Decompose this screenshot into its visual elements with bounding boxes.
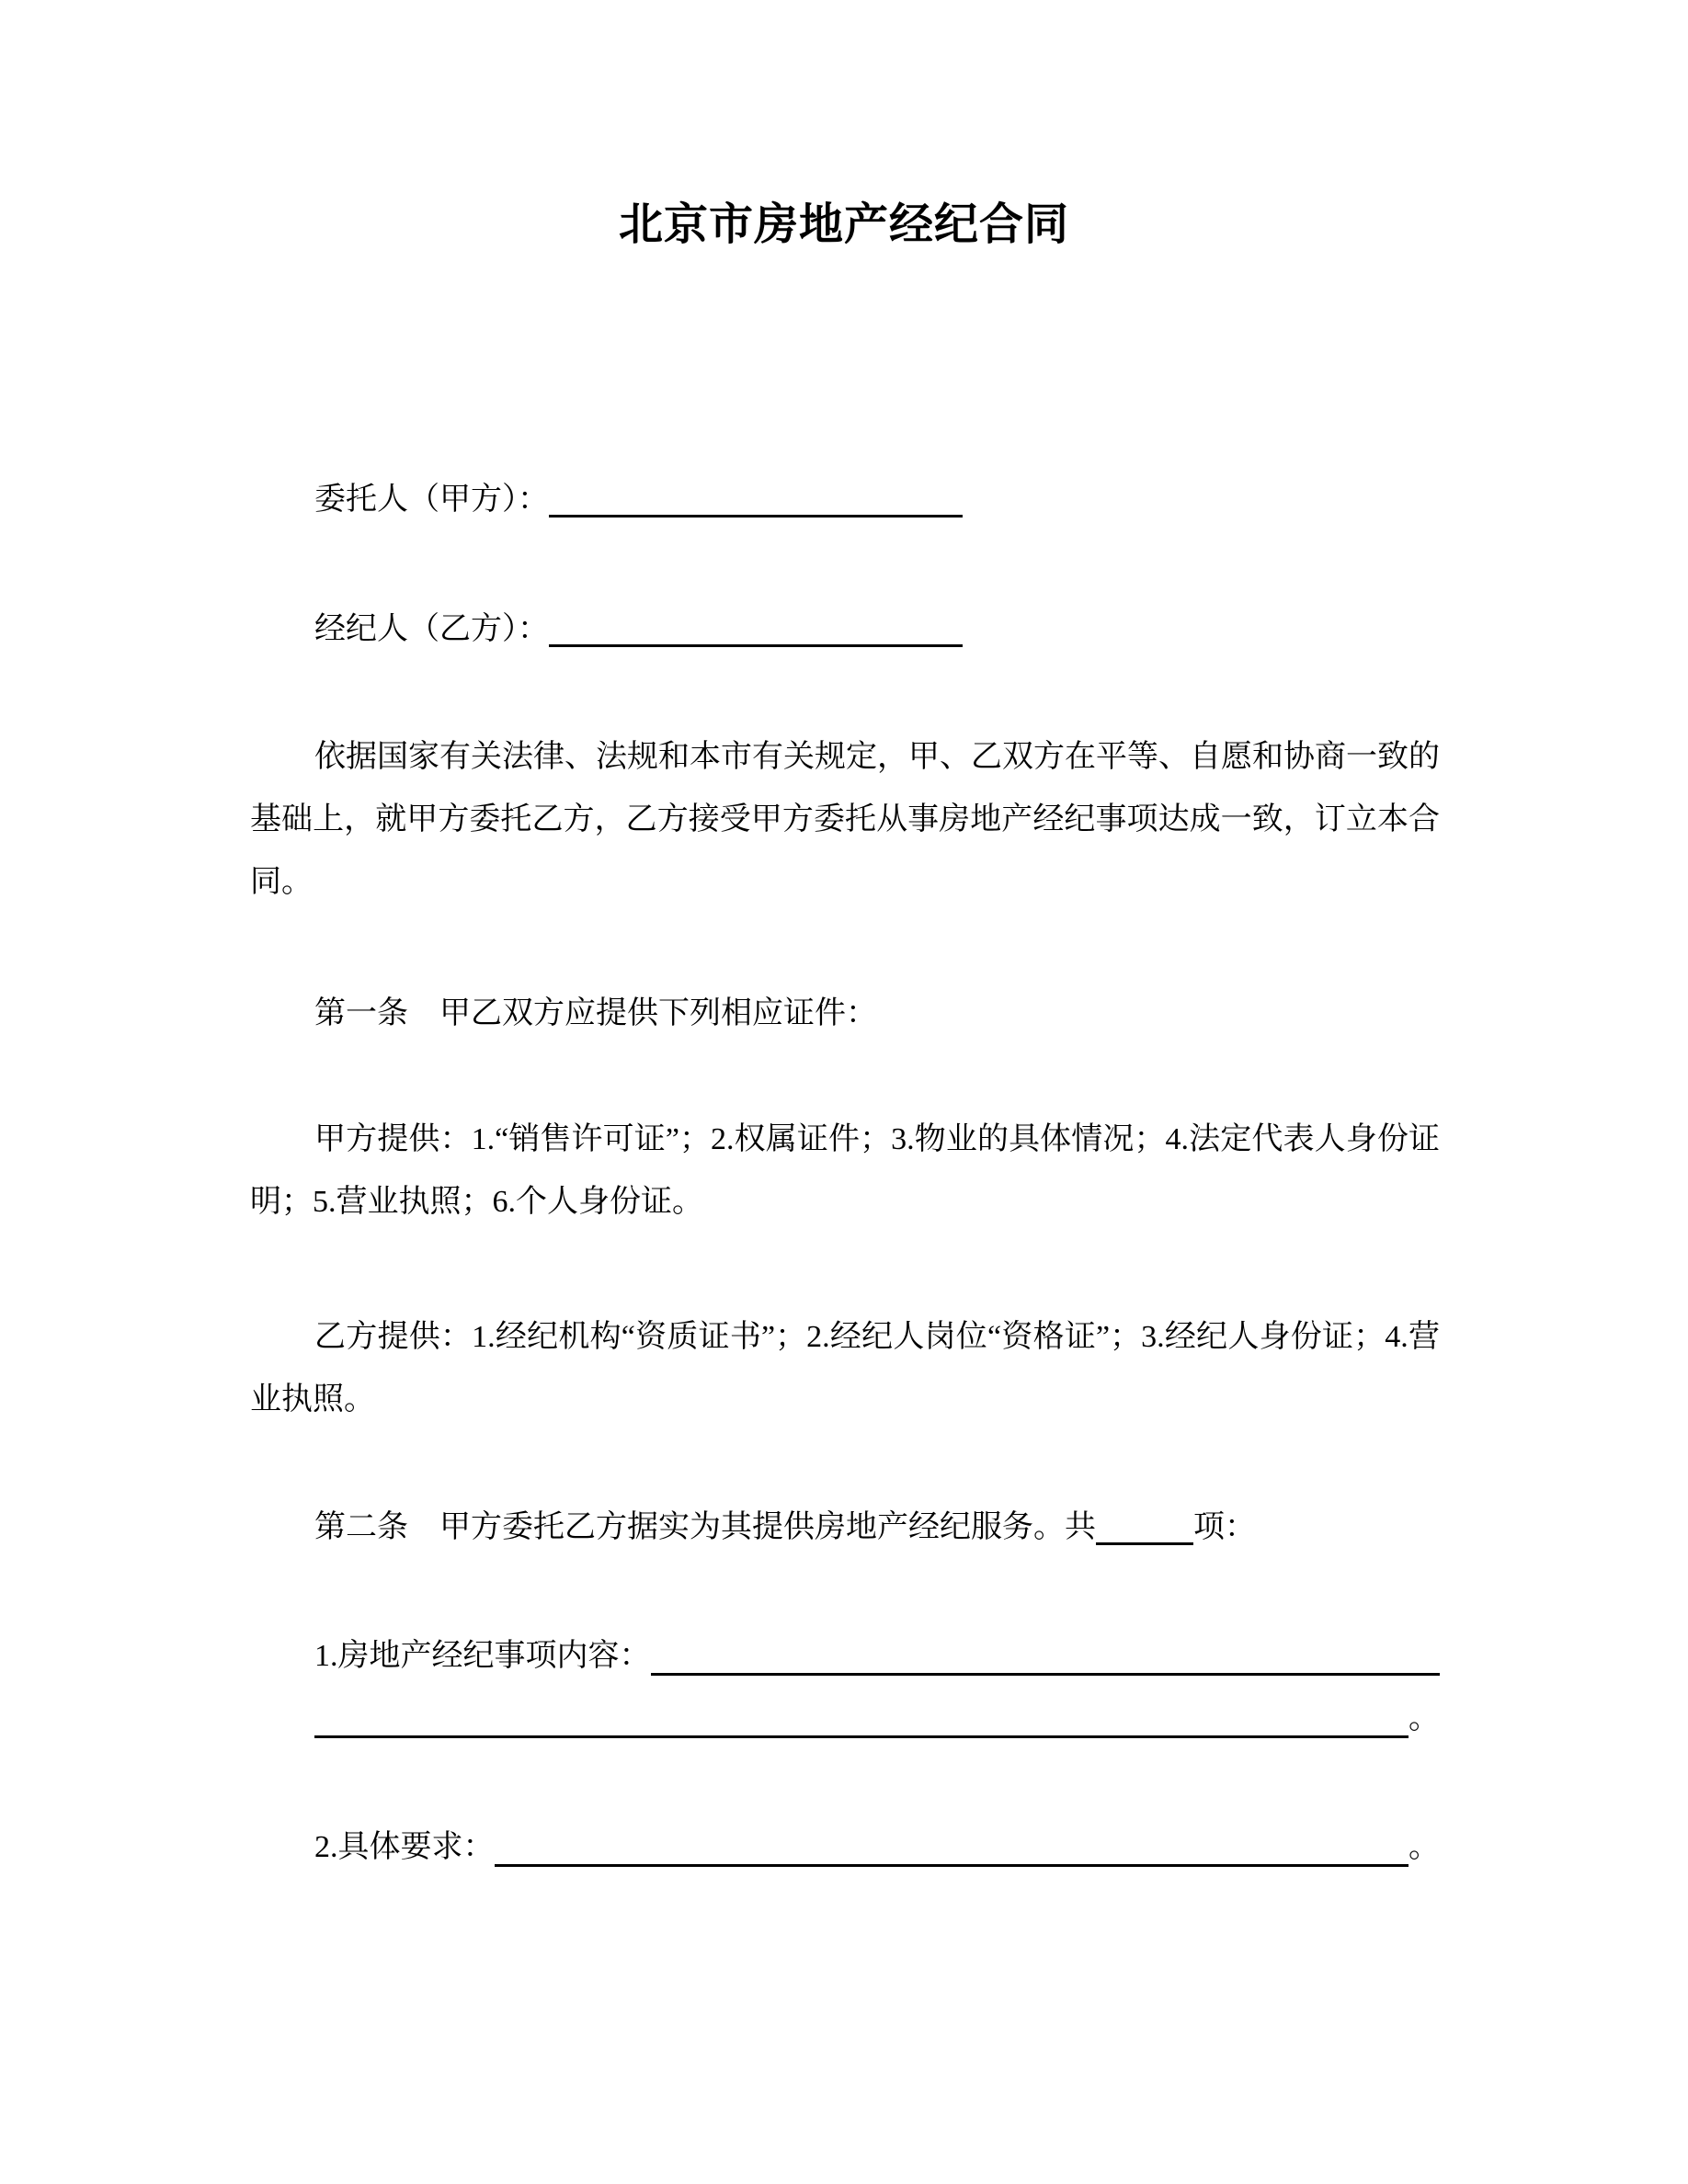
preamble-paragraph: 依据国家有关法律、法规和本市有关规定，甲、乙双方在平等、自愿和协商一致的基础上，就甲方委托乙方，乙方接受甲方委托从事房地产经纪事项达成一致，订立本合同。 xyxy=(250,740,1440,899)
party-b-name-blank[interactable] xyxy=(549,644,963,647)
contract-title: 北京市房地产经纪合同 xyxy=(618,200,1069,249)
item-1-content-blank[interactable] xyxy=(651,1625,1441,1676)
clause-1-party-a-documents: 甲方提供：1.“销售许可证”；2.权属证件；3.物业的具体情况；4.法定代表人身份证明；5.营业执照；6.个人身份证。 xyxy=(250,1122,1440,1219)
item-2-row xyxy=(250,1816,1440,1879)
clause-2-text-prefix: 第二条 甲方委托乙方据实为其提供房地产经纪服务。共 xyxy=(314,1510,1096,1544)
item-1-continuation-blank[interactable] xyxy=(314,1688,1409,1738)
party-b-row xyxy=(250,598,1440,661)
item-1-label: 1.房地产经纪事项内容： xyxy=(314,1639,651,1673)
clause-1-heading: 第一条 甲乙双方应提供下列相应证件： xyxy=(314,996,877,1030)
clause-2-heading xyxy=(250,1496,1440,1559)
item-2-period: 。 xyxy=(1409,1830,1440,1864)
party-a-row xyxy=(250,469,1440,531)
item-1-continuation-row xyxy=(250,1688,1440,1750)
contract-body xyxy=(250,469,1440,1879)
item-2-requirements-blank[interactable] xyxy=(495,1816,1409,1867)
clause-2-text-suffix: 项： xyxy=(1193,1510,1256,1544)
item-2-label: 2.具体要求： xyxy=(314,1830,495,1864)
item-1-period: 。 xyxy=(1409,1701,1440,1735)
clause-2-count-blank[interactable] xyxy=(1096,1542,1193,1545)
clause-1-party-b-documents: 乙方提供：1.经纪机构“资质证书”；2.经纪人岗位“资格证”；3.经纪人身份证；4.营业执照。 xyxy=(250,1320,1440,1416)
party-a-name-blank[interactable] xyxy=(549,515,963,518)
item-1-row xyxy=(250,1625,1440,1688)
party-a-label: 委托人（甲方）： xyxy=(314,483,549,517)
party-b-label: 经纪人（乙方）： xyxy=(314,612,549,646)
